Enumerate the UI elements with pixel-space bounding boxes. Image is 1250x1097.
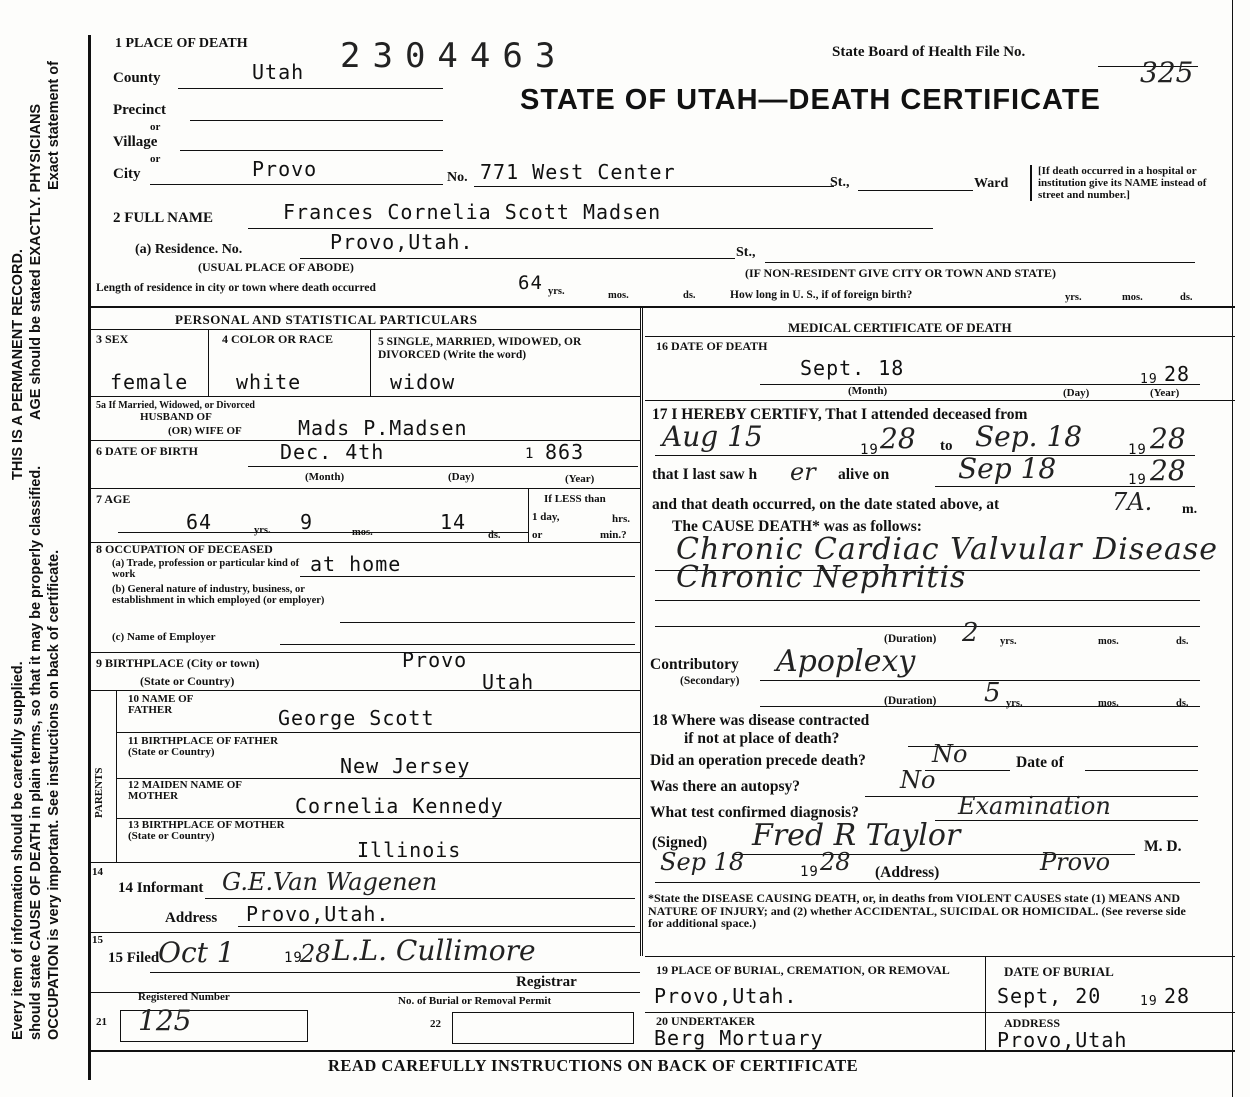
city-label: City bbox=[113, 166, 141, 182]
burial-date: Sept, 20 bbox=[997, 984, 1102, 1008]
month-label: (Month) bbox=[305, 471, 345, 483]
hospital-note: [If death occurred in a hospital or institution give its NAME instead of street and number.] bbox=[1030, 165, 1208, 201]
county-label: County bbox=[113, 70, 161, 86]
duration-label: (Duration) bbox=[884, 695, 937, 707]
age-months: 9 bbox=[300, 510, 314, 534]
contributory-cause: Apoplexy bbox=[776, 644, 916, 679]
ward-label: Ward bbox=[974, 176, 1009, 191]
page-right-edge bbox=[1232, 0, 1233, 1097]
spouse-label: 5a If Married, Widowed, or Divorced bbox=[96, 400, 255, 411]
sex-label: 3 SEX bbox=[96, 332, 129, 346]
mother-name: Cornelia Kennedy bbox=[295, 794, 504, 818]
cause-label: The CAUSE DEATH* was as follows: bbox=[672, 518, 922, 535]
full-name-value: Frances Cornelia Scott Madsen bbox=[283, 200, 662, 224]
or-label: or bbox=[150, 153, 161, 165]
occupation-a-label: (a) Trade, profession or particular kind of work bbox=[112, 558, 300, 580]
usual-abode-label: (USUAL PLACE OF ABODE) bbox=[198, 260, 354, 274]
mos-label: mos. bbox=[1122, 292, 1143, 303]
occupation-b-label: (b) General nature of industry, business, or establishment in which employed (or employer) bbox=[112, 584, 325, 606]
street-value: 771 West Center bbox=[480, 160, 676, 184]
sex-value: female bbox=[110, 370, 189, 394]
side-note-col1: Every item of information should be carefully supplied. bbox=[10, 661, 26, 1040]
operation-date-label: Date of bbox=[1016, 754, 1064, 771]
less-than-label: If LESS than bbox=[544, 493, 606, 505]
birthplace-label: 9 BIRTHPLACE (City or town) bbox=[96, 656, 260, 670]
dob-year-prefix: 1 bbox=[525, 446, 535, 462]
mother-name-label: 12 MAIDEN NAME OF MOTHER bbox=[128, 779, 242, 802]
informant-address-label: Address bbox=[165, 910, 218, 926]
last-saw-label: that I last saw h bbox=[652, 466, 758, 483]
ds-label: ds. bbox=[488, 530, 501, 541]
mos-label: mos. bbox=[352, 527, 373, 538]
ds-label: ds. bbox=[1176, 698, 1189, 709]
footer-instructions: READ CAREFULLY INSTRUCTIONS ON BACK OF CERTIFICATE bbox=[328, 1056, 859, 1075]
mother-birthplace-label: 13 BIRTHPLACE OF MOTHER (State or Country) bbox=[128, 819, 285, 842]
diagnosis-test-value: Examination bbox=[958, 792, 1111, 820]
spouse-value: Mads P.Madsen bbox=[298, 416, 468, 440]
age-days: 14 bbox=[440, 510, 467, 534]
operation-label: Did an operation precede death? bbox=[650, 752, 866, 769]
month-label: (Month) bbox=[848, 385, 888, 397]
mos-label: mos. bbox=[1098, 636, 1119, 647]
contributory-label: Contributory bbox=[650, 656, 739, 673]
to-label: to bbox=[940, 438, 953, 454]
filed-label: 15 Filed bbox=[108, 950, 160, 966]
date-of-death-year: 28 bbox=[1164, 362, 1191, 386]
file-no-label: State Board of Health File No. bbox=[832, 44, 1026, 60]
burial-year-prefix: 19 bbox=[1140, 994, 1158, 1009]
father-birthplace: New Jersey bbox=[340, 754, 471, 778]
us-residence-label: How long in U. S., if of foreign birth? bbox=[730, 289, 913, 301]
date-of-death-label: 16 DATE OF DEATH bbox=[656, 339, 768, 353]
or-label: or bbox=[150, 121, 161, 133]
certify-text: 17 I HEREBY CERTIFY, That I attended deceased from bbox=[652, 406, 1028, 423]
residence-label: (a) Residence. No. bbox=[135, 242, 243, 257]
attended-to: Sep. 18 bbox=[975, 420, 1083, 453]
q18-label: 18 Where was disease contracted bbox=[652, 712, 870, 729]
year-label: (Year) bbox=[1150, 387, 1180, 399]
secondary-label: (Secondary) bbox=[680, 675, 740, 687]
father-birthplace-label: 11 BIRTHPLACE OF FATHER (State or Country) bbox=[128, 735, 279, 758]
time-of-death: 7A. bbox=[1112, 488, 1153, 516]
min-label: min.? bbox=[600, 529, 627, 541]
husband-of-label: HUSBAND OF bbox=[140, 411, 212, 423]
age-label: 7 AGE bbox=[96, 492, 131, 506]
duration-contributory: 5 bbox=[984, 678, 1001, 708]
duration-primary: 2 bbox=[962, 618, 979, 648]
length-of-residence-label: Length of residence in city or town where death occurred bbox=[96, 282, 376, 294]
birthplace-state-label: (State or Country) bbox=[140, 674, 235, 688]
registered-number: 125 bbox=[138, 1004, 192, 1037]
attended-to-year: 28 bbox=[1150, 422, 1186, 455]
file-number: 325 bbox=[1140, 56, 1194, 89]
death-year-prefix: 19 bbox=[1140, 372, 1158, 387]
day-label: (Day) bbox=[1063, 387, 1090, 399]
father-name-label: 10 NAME OF FATHER bbox=[128, 693, 193, 716]
cause-secondary: Chronic Nephritis bbox=[676, 560, 967, 595]
side-note-col2: should state CAUSE OF DEATH in plain terms, so that it may be properly classified. bbox=[28, 465, 44, 1040]
filed-date: Oct 1 bbox=[158, 936, 235, 969]
length-of-residence-value: 64 bbox=[518, 272, 543, 294]
employer-label: (c) Name of Employer bbox=[112, 631, 216, 643]
registrar-signature: L.L. Cullimore bbox=[332, 934, 536, 967]
personal-heading: PERSONAL AND STATISTICAL PARTICULARS bbox=[175, 312, 478, 327]
non-resident-label: (IF NON-RESIDENT GIVE CITY OR TOWN AND STATE) bbox=[745, 266, 1057, 280]
cause-primary: Chronic Cardiac Valvular Disease bbox=[676, 532, 1218, 567]
full-name-label: 2 FULL NAME bbox=[113, 210, 214, 226]
yrs-label: yrs. bbox=[548, 286, 565, 297]
day-label: (Day) bbox=[448, 471, 475, 483]
attended-from: Aug 15 bbox=[662, 420, 763, 453]
side-note-col3: OCCUPATION is very important. See instructions on back of certificate. bbox=[46, 549, 62, 1040]
certificate-number: 2304463 bbox=[340, 36, 568, 76]
occupation-label: 8 OCCUPATION OF DECEASED bbox=[96, 542, 273, 556]
street-no-label: No. bbox=[447, 170, 468, 185]
burial-year: 28 bbox=[1164, 984, 1191, 1008]
side-note-right2: AGE should be stated EXACTLY. PHYSICIANS bbox=[28, 103, 44, 420]
autopsy-value: No bbox=[900, 766, 936, 794]
diagnosis-test-label: What test confirmed diagnosis? bbox=[650, 804, 859, 821]
medical-footnote: *State the DISEASE CAUSING DEATH, or, in deaths from VIOLENT CAUSES state (1) MEANS AND NATURE OF INJURY; and (2) whether ACCIDENTAL, SUICIDAL OR HOMICIDAL. (See reverse side for additional space.) bbox=[648, 891, 1186, 930]
m-label: m. bbox=[1182, 502, 1198, 517]
yrs-label: yrs. bbox=[1000, 636, 1017, 647]
autopsy-label: Was there an autopsy? bbox=[650, 778, 800, 795]
undertaker-address-label: ADDRESS bbox=[1004, 1016, 1061, 1030]
precinct-label: Precinct bbox=[113, 102, 167, 118]
duration-label: (Duration) bbox=[884, 633, 937, 645]
marital-value: widow bbox=[390, 370, 456, 394]
ds-label: ds. bbox=[1176, 636, 1189, 647]
wife-of-label: (OR) WIFE OF bbox=[168, 425, 242, 437]
q18-sub-label: if not at place of death? bbox=[684, 730, 840, 747]
physician-address: Provo bbox=[1040, 848, 1111, 876]
box-22-number: 22 bbox=[430, 1018, 441, 1030]
alive-date: Sep 18 bbox=[958, 452, 1057, 485]
registered-number-label: Registered Number bbox=[138, 991, 230, 1003]
mos-label: mos. bbox=[1098, 698, 1119, 709]
informant-signature: G.E.Van Wagenen bbox=[222, 868, 438, 896]
ds-label: ds. bbox=[683, 290, 696, 301]
burial-place-label: 19 PLACE OF BURIAL, CREMATION, OR REMOVAL bbox=[656, 963, 950, 977]
burial-date-label: DATE OF BURIAL bbox=[1004, 964, 1114, 979]
year-label: (Year) bbox=[565, 473, 595, 485]
mother-birthplace: Illinois bbox=[357, 838, 462, 862]
section-divider bbox=[640, 306, 643, 956]
item-14-number: 14 bbox=[92, 866, 103, 878]
birthplace-city: Provo bbox=[402, 648, 468, 672]
permit-label: No. of Burial or Removal Permit bbox=[398, 995, 552, 1007]
certificate-title: STATE OF UTAH—DEATH CERTIFICATE bbox=[520, 84, 1101, 116]
yrs-label: yrs. bbox=[1065, 292, 1082, 303]
village-label: Village bbox=[113, 134, 158, 150]
mos-label: mos. bbox=[608, 290, 629, 301]
medical-heading: MEDICAL CERTIFICATE OF DEATH bbox=[788, 320, 1012, 335]
signed-date: Sep 18 bbox=[660, 848, 745, 876]
side-note-right3: Exact statement of bbox=[46, 61, 62, 190]
undertaker-value: Berg Mortuary bbox=[654, 1026, 824, 1050]
burial-place: Provo,Utah. bbox=[654, 984, 798, 1008]
father-name: George Scott bbox=[278, 706, 435, 730]
signed-label: (Signed) bbox=[652, 834, 708, 851]
dob-year: 863 bbox=[545, 440, 585, 464]
one-day-label: 1 day, bbox=[532, 511, 560, 523]
color-value: white bbox=[236, 370, 302, 394]
parents-label: PARENTS bbox=[93, 767, 105, 818]
dob-label: 6 DATE OF BIRTH bbox=[96, 444, 198, 458]
city-value: Provo bbox=[252, 157, 318, 181]
registrar-label: Registrar bbox=[516, 974, 577, 990]
ds-label: ds. bbox=[1180, 292, 1193, 303]
occupation-value: at home bbox=[310, 552, 402, 576]
attended-from-year: 28 bbox=[880, 422, 916, 455]
box-21-number: 21 bbox=[96, 1016, 107, 1028]
informant-address: Provo,Utah. bbox=[246, 902, 390, 926]
color-label: 4 COLOR OR RACE bbox=[222, 332, 334, 346]
operation-value: No bbox=[932, 740, 968, 768]
birthplace-state: Utah bbox=[482, 670, 535, 694]
date-of-death: Sept. 18 bbox=[800, 356, 905, 380]
physician-address-label: (Address) bbox=[875, 864, 940, 881]
county-value: Utah bbox=[252, 60, 305, 84]
last-saw-pronoun: er bbox=[790, 458, 816, 486]
undertaker-address: Provo,Utah bbox=[997, 1028, 1128, 1052]
form-left-border bbox=[88, 35, 91, 1080]
alive-year: 28 bbox=[1150, 454, 1186, 487]
death-occurred-label: and that death occurred, on the date stated above, at bbox=[652, 496, 1000, 513]
alive-on-label: alive on bbox=[838, 466, 890, 483]
marital-label: 5 SINGLE, MARRIED, WIDOWED, OR DIVORCED (Write the word) bbox=[378, 336, 582, 361]
physician-signature: Fred R Taylor bbox=[752, 818, 961, 853]
filed-year: 28 bbox=[300, 940, 331, 968]
md-label: M. D. bbox=[1144, 838, 1182, 855]
side-note-right1: THIS IS A PERMANENT RECORD. bbox=[10, 249, 26, 480]
permit-number-box bbox=[452, 1012, 634, 1044]
place-of-death-label: 1 PLACE OF DEATH bbox=[115, 36, 248, 51]
item-15-number: 15 bbox=[92, 934, 103, 946]
street-suffix-label: St., bbox=[830, 175, 850, 190]
hrs-label: hrs. bbox=[612, 513, 631, 525]
dob-value: Dec. 4th bbox=[280, 440, 385, 464]
age-years: 64 bbox=[186, 510, 213, 534]
or-label: or bbox=[532, 529, 543, 541]
yrs-label: yrs. bbox=[254, 525, 271, 536]
residence-st-label: St., bbox=[736, 245, 756, 260]
undertaker-label: 20 UNDERTAKER bbox=[656, 1014, 756, 1028]
signed-year: 28 bbox=[820, 848, 851, 876]
informant-label: 14 Informant bbox=[118, 880, 204, 896]
yrs-label: yrs. bbox=[1006, 698, 1023, 709]
residence-value: Provo,Utah. bbox=[330, 230, 474, 254]
